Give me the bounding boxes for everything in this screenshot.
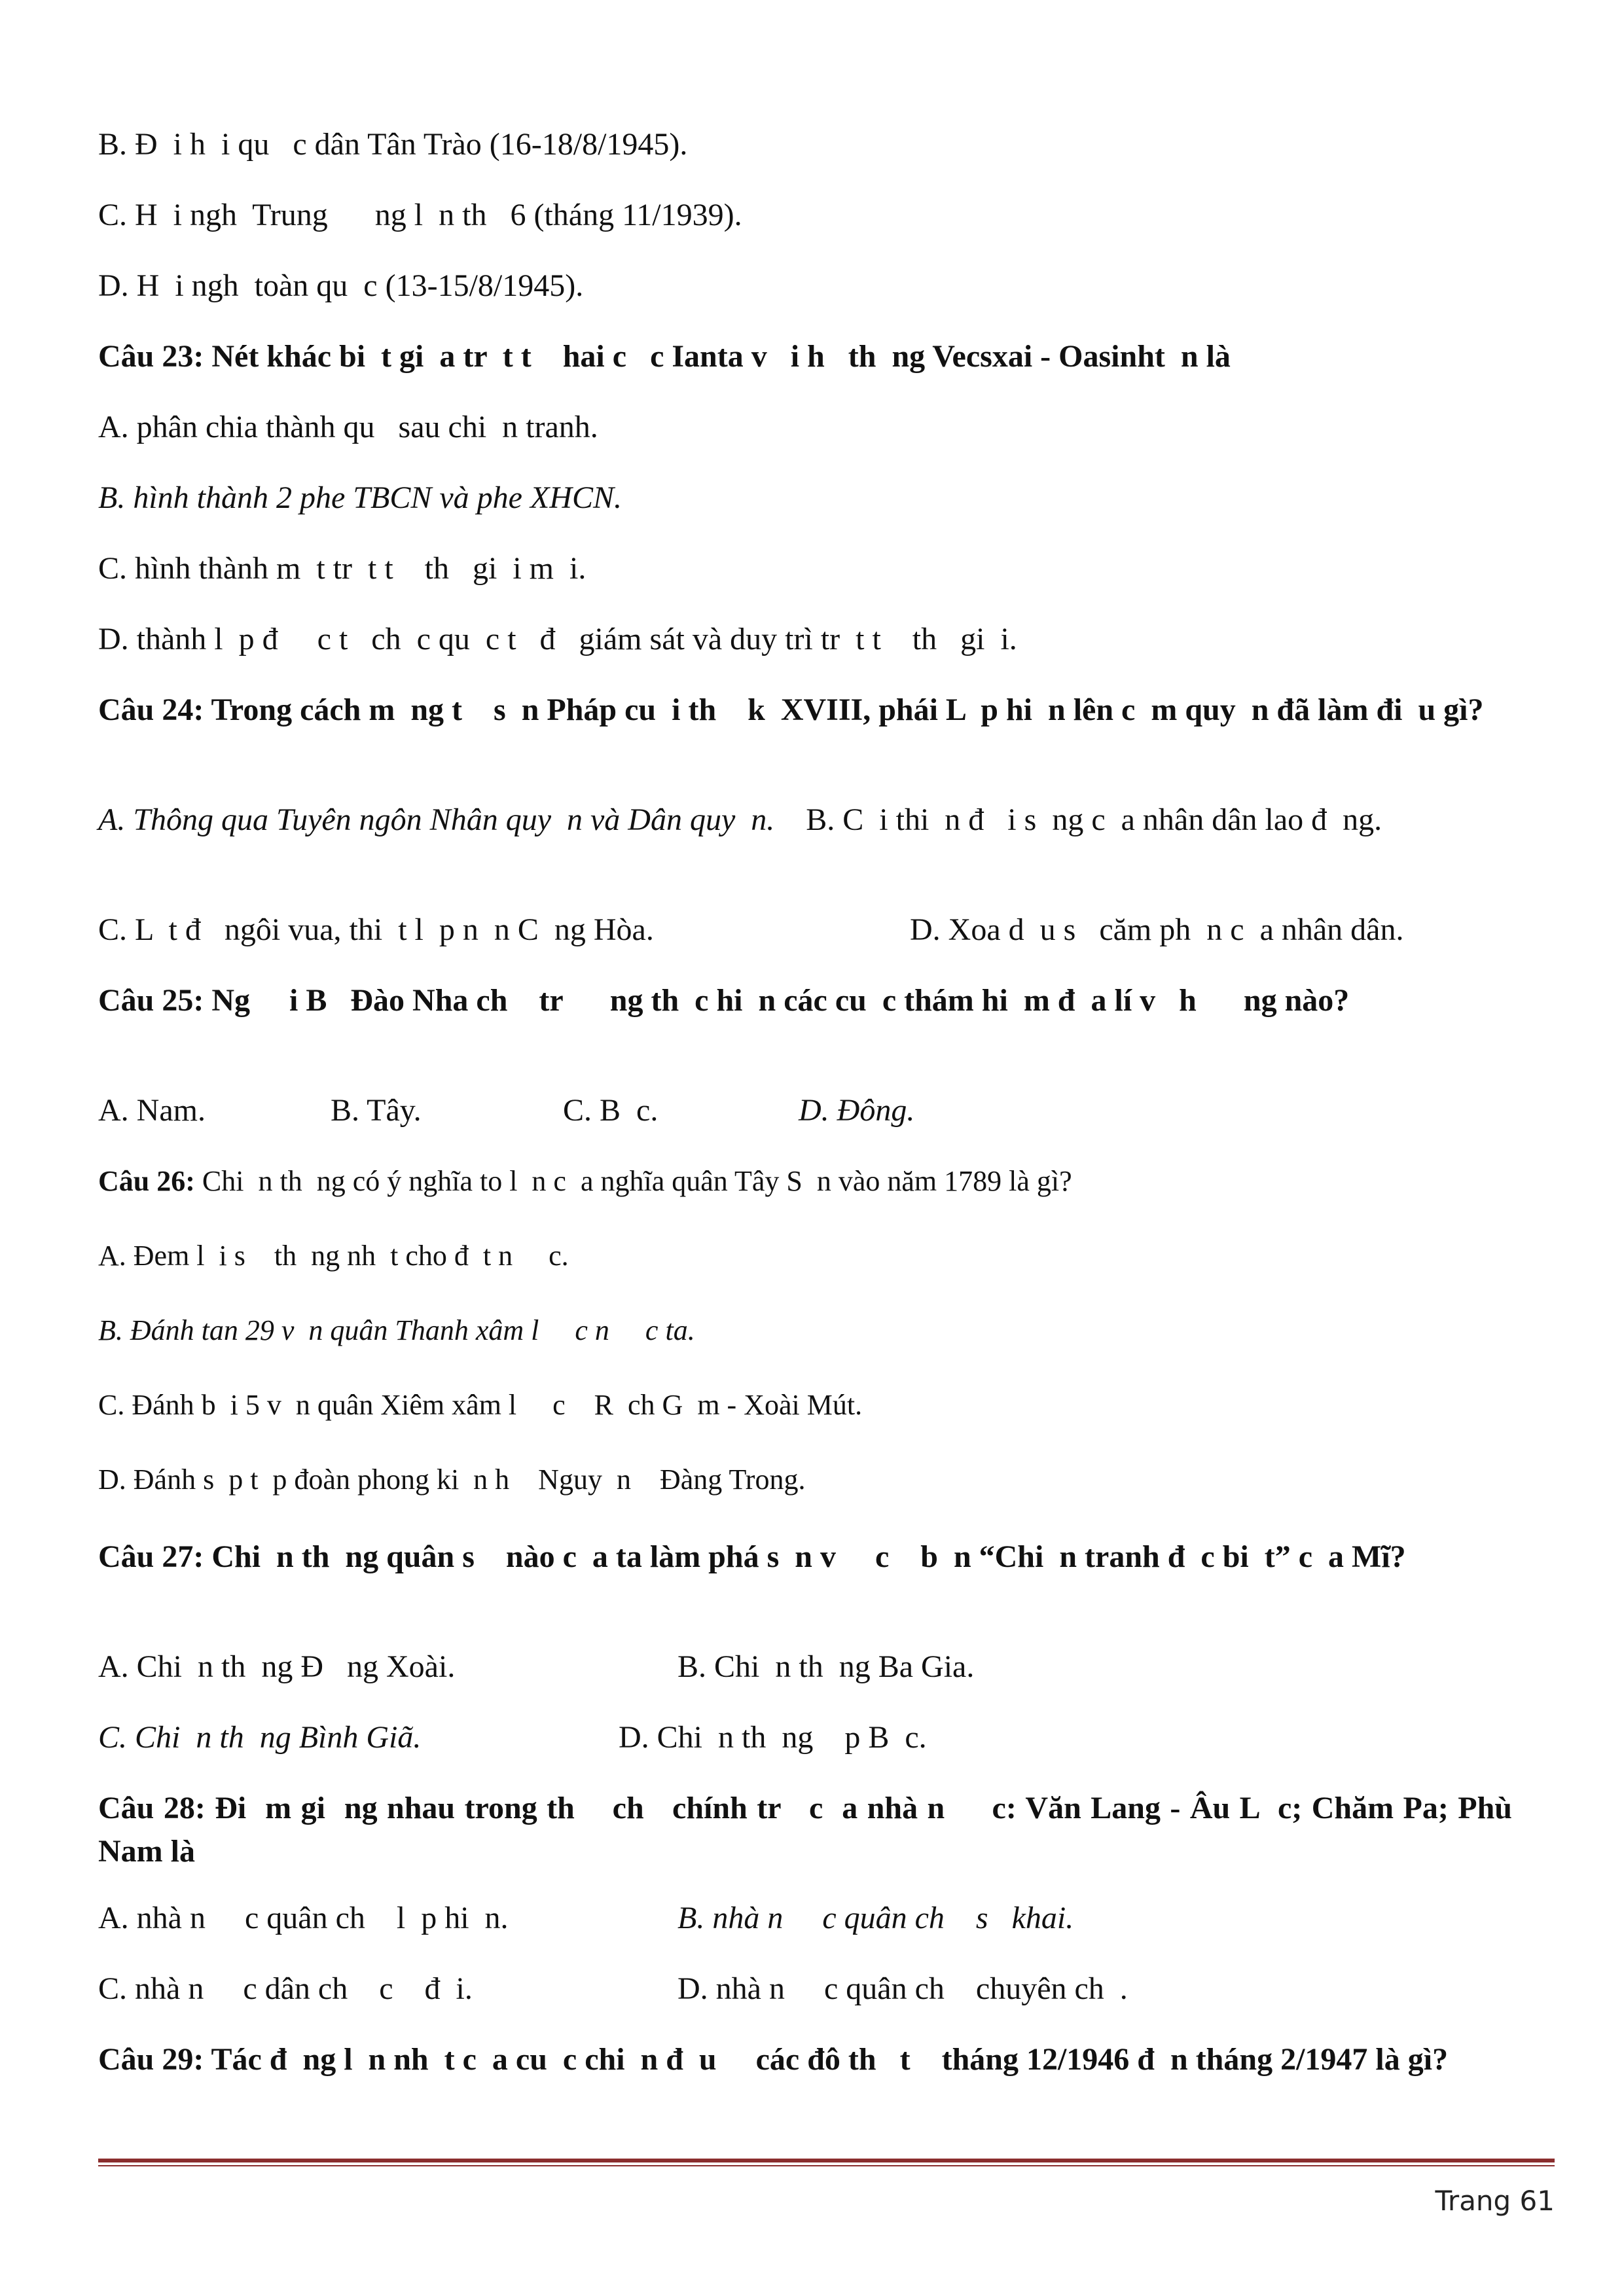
question-26-text: Chi n th ng có ý nghĩa to l n c a nghĩa quân Tây S n vào năm 1789 là gì? [194, 1165, 1072, 1197]
footer-divider-thin [98, 2165, 1555, 2166]
option-25b: B. Tây. [331, 1093, 422, 1128]
option-27d: D. Chi n th ng p B c. [619, 1720, 927, 1755]
option-28d: D. nhà n c quân ch chuyên ch . [677, 1971, 1128, 2006]
option-26c: C. Đánh b i 5 v n quân Xiêm xâm l c R ch G m - Xoài Mút. [98, 1389, 863, 1421]
option-28c: C. nhà n c dân ch c đ i. [98, 1971, 473, 2006]
option-24d: D. Xoa d u s căm ph n c a nhân dân. [910, 912, 1404, 947]
option-28a: A. nhà n c quân ch l p hi n. [98, 1901, 509, 1935]
option-25d: D. Đông. [799, 1093, 915, 1128]
question-26-label: Câu 26: [98, 1165, 195, 1197]
option-23a: A. phân chia thành qu sau chi n tranh. [98, 410, 598, 444]
option-27b: B. Chi n th ng Ba Gia. [677, 1649, 975, 1684]
option-23c: C. hình thành m t tr t t th gi i m i. [98, 551, 586, 586]
question-23: Câu 23: Nét khác bi t gi a tr t t hai c c Ianta v i h th ng Vecsxai - Oasinht n là [98, 339, 1231, 374]
question-28: Câu 28: Đi m gi ng nhau trong th ch chính tr c a nhà n c: Văn Lang - Âu L c; Chăm Pa; Phù Nam là [98, 1791, 1520, 1869]
option-24b: B. C i thi n đ i s ng c a nhân dân lao đ ng. [806, 802, 1382, 837]
option-24-ab [98, 798, 1512, 842]
question-29: Câu 29: Tác đ ng l n nh t c a cu c chi n đ u các đô th t tháng 12/1946 đ n tháng 2/1947 là gì? [98, 2042, 1449, 2077]
option-26b: B. Đánh tan 29 v n quân Thanh xâm l c n c ta. [98, 1314, 695, 1346]
option-24c: C. L t đ ngôi vua, thi t l p n n C ng Hòa. [98, 912, 654, 947]
option-24a: A. Thông qua Tuyên ngôn Nhân quy n và Dân quy n. [98, 802, 775, 837]
question-25: Câu 25: Ng i B Đào Nha ch tr ng th c hi n các cu c thám hi m đ a lí v h ng nào? [98, 983, 1350, 1018]
question-26 [98, 1160, 1512, 1203]
option-23d: D. thành l p đ c t ch c qu c t đ giám sát và duy trì tr t t th gi i. [98, 622, 1017, 656]
option-26d: D. Đánh s p t p đoàn phong ki n h Nguy n Đàng Trong. [98, 1463, 806, 1496]
option-25a: A. Nam. [98, 1093, 206, 1128]
option-22d: D. H i ngh toàn qu c (13-15/8/1945). [98, 268, 584, 303]
footer-divider [98, 2159, 1555, 2162]
option-27a: A. Chi n th ng Đ ng Xoài. [98, 1649, 456, 1684]
option-25c: C. B c. [563, 1093, 659, 1128]
page-number: Trang 61 [1435, 2185, 1555, 2217]
option-27c: C. Chi n th ng Bình Giã. [98, 1720, 422, 1755]
option-26a: A. Đem l i s th ng nh t cho đ t n c. [98, 1240, 569, 1272]
question-27: Câu 27: Chi n th ng quân s nào c a ta làm phá s n v c b n “Chi n tranh đ c bi t” c a Mĩ? [98, 1539, 1406, 1574]
option-22b: B. Đ i h i qu c dân Tân Trào (16-18/8/1945). [98, 127, 688, 162]
option-23b: B. hình thành 2 phe TBCN và phe XHCN. [98, 480, 622, 515]
option-28b: B. nhà n c quân ch s khai. [677, 1901, 1074, 1935]
question-24: Câu 24: Trong cách m ng t s n Pháp cu i th k XVIII, phái L p hi n lên c m quy n đã làm đi u gì? [98, 692, 1484, 727]
option-22c: C. H i ngh Trung ng l n th 6 (tháng 11/1939). [98, 198, 742, 232]
